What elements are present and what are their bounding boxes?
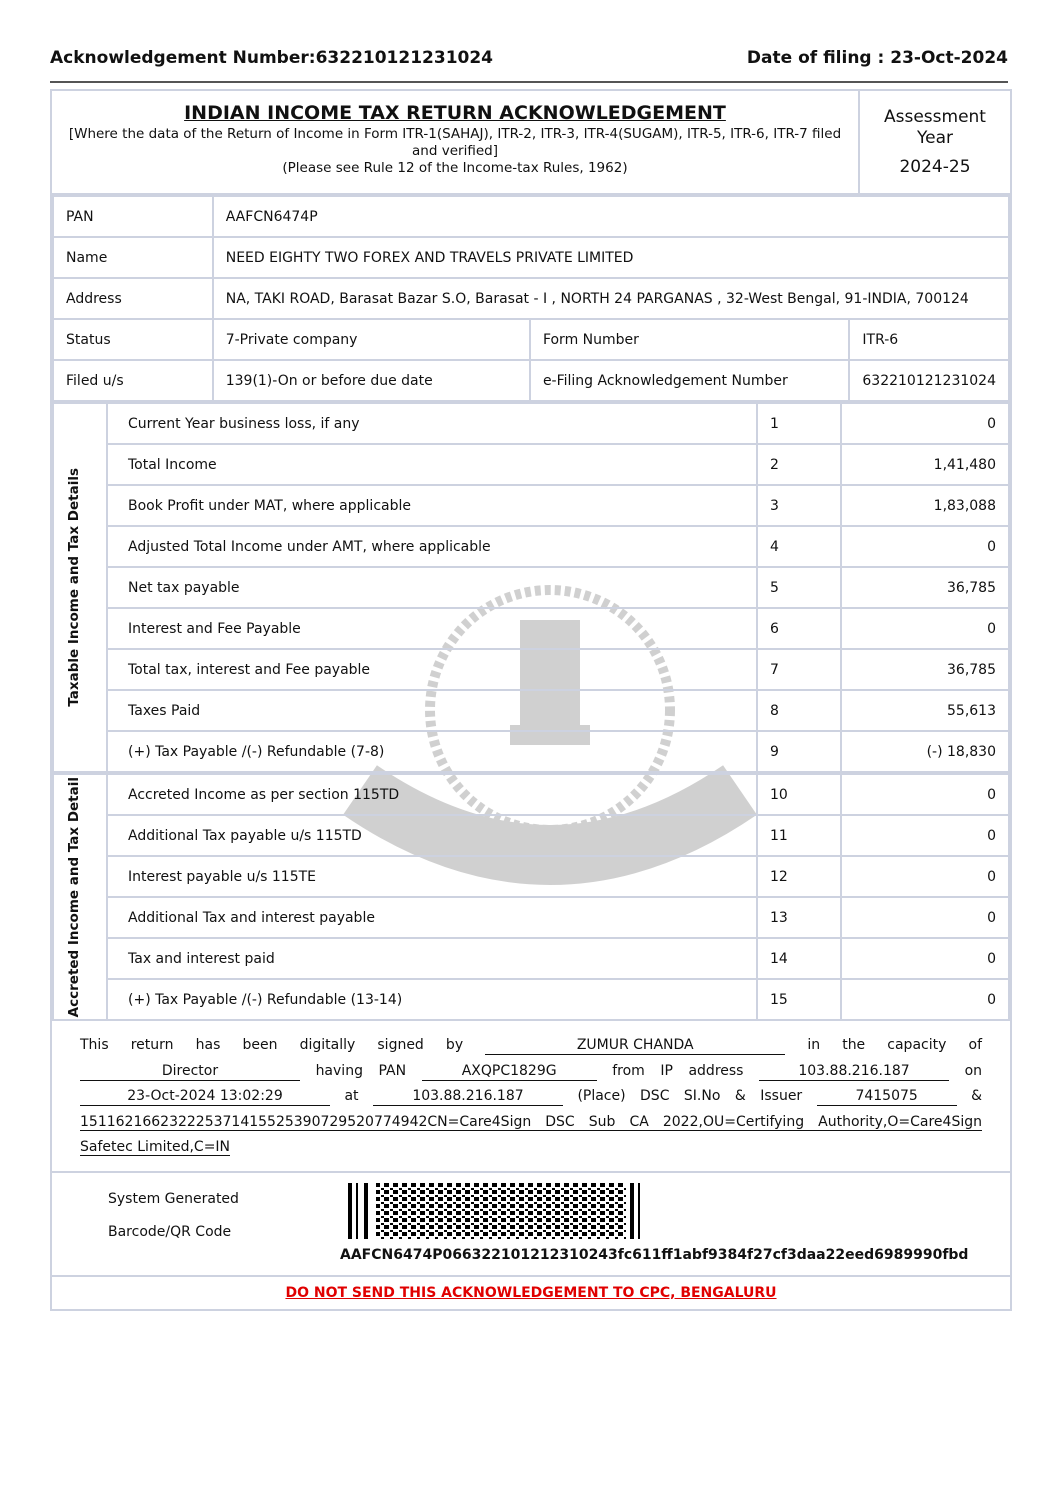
table-row: Total Income 2 1,41,480 (53, 444, 1009, 485)
name-row: Name NEED EIGHTY TWO FOREX AND TRAVELS PRIVATE LIMITED (53, 237, 1009, 278)
signing-place: 103.88.216.187 (373, 1087, 563, 1106)
dsc-serial: 7415075 (817, 1087, 957, 1106)
barcode-section: System Generated Barcode/QR Code AAFCN6474P066322101212310243fc611ff1abf9384f27cf3daa22eed6989990fbd (52, 1171, 1010, 1275)
form-number-value: ITR-6 (849, 319, 1009, 360)
taxable-income-table (52, 402, 1010, 773)
table-row: (+) Tax Payable /(-) Refundable (7-8) 9 (-) 18,830 (53, 731, 1009, 772)
table-row: Net tax payable 5 36,785 (53, 567, 1009, 608)
title-subtext: [Where the data of the Return of Income in Form ITR-1(SAHAJ), ITR-2, ITR-3, ITR-4(SUGAM), ITR-5, ITR-6, ITR-7 filed and verified] (68, 126, 842, 159)
address-row: Address NA, TAKI ROAD, Barasat Bazar S.O, Barasat - I , NORTH 24 PARGANAS , 32-West Bengal, 91-INDIA, 700124 (53, 278, 1009, 319)
barcode-string: AAFCN6474P066322101212310243fc611ff1abf9384f27cf3daa22eed6989990fbd (340, 1246, 969, 1263)
pan-value: AAFCN6474P (213, 196, 1009, 237)
header-divider (50, 81, 1008, 83)
table-row: Interest and Fee Payable 6 0 (53, 608, 1009, 649)
table-row: Accreted Income as per section 115TD 10 0 (53, 774, 1009, 815)
signer-pan: AXQPC1829G (422, 1062, 597, 1081)
accreted-section-label: Accreted Income and Tax Detail (66, 776, 82, 1018)
taxable-section-label: Taxable Income and Tax Details (66, 468, 82, 707)
filed-row: Filed u/s 139(1)-On or before due date e-Filing Acknowledgement Number 632210121231024 (53, 360, 1009, 401)
signer-name: ZUMUR CHANDA (485, 1036, 785, 1055)
digital-signature-statement: This return has been digitally signed by ZUMUR CHANDA in the capacity of Director having PAN AXQPC1829G from IP address 103.88.216.187 on 23-Oct-2024 13:02:29 at 103.88.216.187 (Place) DSC SI.No & Issuer 7415075 & 151162166232225371415525390729520774942CN=Care4Sign DSC Sub CA 2022,OU=Certifying Authority,O=Care4Sign Safetec Limited,C=IN (80, 1037, 983, 1155)
assessment-year: Assessment Year 2024-25 (860, 91, 1010, 195)
table-row: Current Year business loss, if any 1 0 (53, 403, 1009, 444)
efile-ack-value: 632210121231024 (849, 360, 1009, 401)
cpc-warning: DO NOT SEND THIS ACKNOWLEDGEMENT TO CPC, BENGALURU (52, 1275, 1010, 1309)
table-row: Additional Tax payable u/s 115TD 11 0 (53, 815, 1009, 856)
ip-address: 103.88.216.187 (759, 1062, 949, 1081)
table-row: Adjusted Total Income under AMT, where applicable 4 0 (53, 526, 1009, 567)
pan-row: PAN AAFCN6474P (53, 196, 1009, 237)
table-row: Additional Tax and interest payable 13 0 (53, 897, 1009, 938)
assessment-year-value: 2024-25 (899, 157, 971, 177)
top-header (50, 48, 1008, 74)
date-of-filing: Date of filing : 23-Oct-2024 (746, 48, 1008, 68)
status-value: 7-Private company (213, 319, 530, 360)
accreted-income-table (52, 773, 1010, 1021)
dsc-issuer: 151162166232225371415525390729520774942CN=Care4Sign DSC Sub CA 2022,OU=Certifying Authority,O=Care4Sign Safetec Limited,C=IN (80, 1113, 982, 1155)
filed-under-value: 139(1)-On or before due date (213, 360, 530, 401)
barcode-icon (348, 1183, 648, 1239)
table-row: (+) Tax Payable /(-) Refundable (13-14) 15 0 (53, 979, 1009, 1020)
title-block (50, 89, 1012, 197)
signing-datetime: 23-Oct-2024 13:02:29 (80, 1087, 330, 1106)
signer-capacity: Director (80, 1062, 300, 1081)
address-value: NA, TAKI ROAD, Barasat Bazar S.O, Barasat - I , NORTH 24 PARGANAS , 32-West Bengal, 91-INDIA, 700124 (213, 278, 1009, 319)
name-value: NEED EIGHTY TWO FOREX AND TRAVELS PRIVATE LIMITED (213, 237, 1009, 278)
table-row: Tax and interest paid 14 0 (53, 938, 1009, 979)
document-title: INDIAN INCOME TAX RETURN ACKNOWLEDGEMENT (184, 102, 726, 124)
table-row: Book Profit under MAT, where applicable 3 1,83,088 (53, 485, 1009, 526)
taxpayer-info (50, 193, 1012, 1311)
acknowledgement-number: Acknowledgement Number:632210121231024 (50, 48, 494, 68)
table-row: Total tax, interest and Fee payable 7 36,785 (53, 649, 1009, 690)
rule-reference: (Please see Rule 12 of the Income-tax Rules, 1962) (282, 160, 628, 176)
table-row: Interest payable u/s 115TE 12 0 (53, 856, 1009, 897)
status-row: Status 7-Private company Form Number ITR-6 (53, 319, 1009, 360)
table-row: Taxes Paid 8 55,613 (53, 690, 1009, 731)
